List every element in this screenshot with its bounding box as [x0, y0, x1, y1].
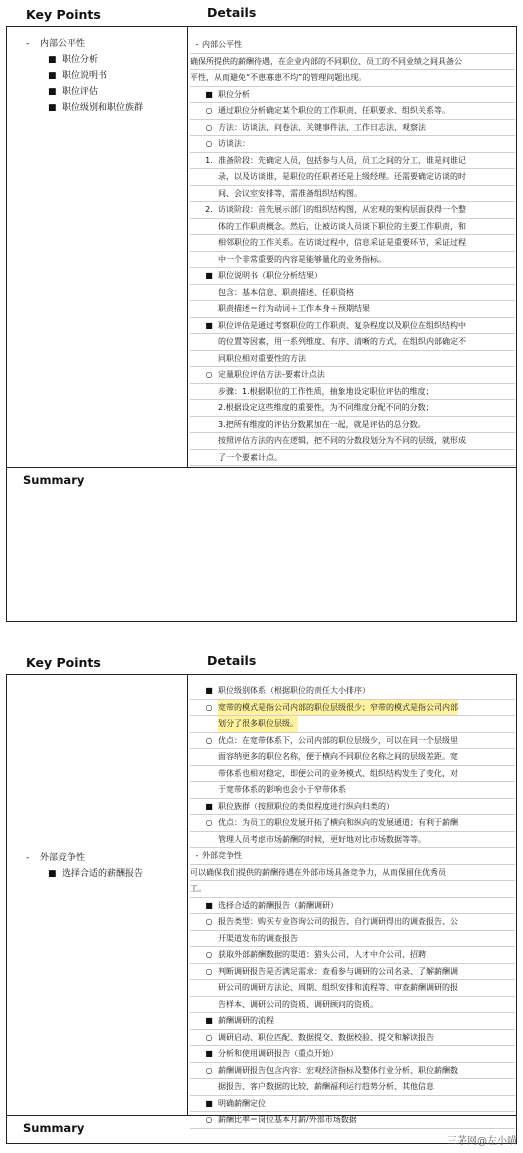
details-bullet: 2. [205, 205, 213, 214]
details-bullet: ○ [205, 122, 213, 132]
key-point-text: 职位说明书 [62, 71, 108, 81]
details-text: 管理人员考虑市场薪酬的时候，更好地对比市场数据等等。 [218, 834, 426, 844]
details-line [190, 384, 515, 401]
details-line [190, 202, 515, 219]
details-line [190, 898, 515, 915]
details-line [190, 252, 515, 269]
details-line [190, 914, 515, 931]
details-bullet: - [195, 851, 199, 860]
details-line [190, 219, 515, 236]
details-text: 获取外部薪酬数据的渠道：猎头公司、人才中介公司、招聘 [218, 950, 426, 959]
key-point-text: 内部公平性 [40, 39, 86, 49]
details-line [190, 1013, 515, 1030]
details-line [190, 334, 515, 351]
details-line [190, 153, 515, 170]
key-point-bullet: ■ [48, 869, 57, 879]
details-line [190, 865, 515, 882]
details-text: 职位评估是通过考察职位的工作职责、复杂程度以及职位在组织结构中 [218, 320, 466, 330]
details-line [190, 947, 515, 964]
details-bullet: ■ [205, 801, 213, 811]
details-text: 间、会议室安排等，需准备组织结构图。 [218, 188, 362, 198]
key-point-text: 职位评估 [62, 87, 99, 97]
key-point-text: 职位分析 [62, 55, 99, 65]
details-text: 分析和使用调研报告（重点开始） [218, 1049, 338, 1058]
details-text: 内部公平性 [202, 40, 242, 49]
details-bullet: ○ [205, 106, 213, 115]
details-line [190, 367, 515, 384]
details-line [190, 848, 515, 865]
key-point-bullet: ■ [48, 71, 57, 81]
details-line [190, 235, 515, 252]
details-line [190, 301, 515, 318]
details-text: 开渠道发布的调查报告 [218, 933, 298, 943]
details-bullet: ○ [205, 818, 213, 827]
details-text: 方法：访谈法、问卷法、关键事件法、工作日志法、观察法 [218, 122, 426, 132]
details-bullet: ■ [205, 271, 213, 280]
details-line [190, 799, 515, 816]
details-bullet: ■ [205, 89, 213, 99]
details-text: 通过职位分析确定某个职位的工作职责、任职要求、组织关系等。 [218, 106, 450, 115]
details-text: 按照评估方法的内在逻辑，把不同的分数段划分为不同的层级，就形成 [218, 436, 466, 445]
details-line [190, 136, 515, 153]
key-point-item [48, 100, 143, 116]
page2-column-divider [187, 675, 188, 1115]
details-text: 薪酬比率＝岗位基本月薪/外部市场数据 [218, 1115, 357, 1124]
details-text: 告样本、调研公司的资质、调研顾问的资质。 [218, 999, 378, 1009]
details-line [190, 285, 515, 302]
details-text: 调研启动、职位匹配、数据提交、数据校验、提交和解读报告 [218, 1032, 434, 1042]
details-line [190, 1079, 515, 1096]
details-text: 的位置等因素，用一系列维度、有序、清晰的方式，在组织内部确定不 [218, 337, 466, 346]
details-text: 体的工作职责概念。然后，让被访谈人员谈下职位的主要工作职责，和 [218, 221, 466, 231]
details-text: 2.根据设定这些维度的重要性，为不同维度分配不同的分数； [218, 403, 434, 412]
key-point-item [48, 866, 143, 882]
details-line [190, 766, 515, 783]
details-text: 了一个要素计点。 [218, 452, 282, 462]
details-line [190, 683, 515, 700]
key-point-bullet: ■ [48, 55, 57, 65]
details-bullet: - [195, 40, 199, 49]
key-point-item [48, 68, 107, 84]
details-line [190, 70, 515, 87]
details-text: 相邻职位的工作关系。在访谈过程中，信息采证是重要环节，采证过程 [218, 238, 466, 247]
page2-key-points-header: Key Points [26, 655, 101, 670]
page2-details-header: Details [207, 653, 257, 668]
page2-details-list [190, 683, 515, 1129]
key-point-item [48, 52, 98, 68]
details-text: 步骤：1.根据职位的工作性质，抽象地设定职位评估的维度； [218, 386, 434, 396]
details-line [190, 1030, 515, 1047]
details-text: 录，以及访谈谁，是职位的任职者还是上级经理。还需要确定访谈的时 [218, 172, 466, 181]
details-text: 于宽带体系的影响也会小于窄带体系 [218, 785, 346, 794]
details-text: 明确薪酬定位 [218, 1098, 266, 1108]
details-text: 职位分析 [218, 89, 250, 99]
details-line [190, 997, 515, 1014]
details-line [190, 120, 515, 137]
details-text: 选择合适的薪酬报告（薪酬调研） [218, 900, 338, 910]
details-bullet: ○ [205, 702, 213, 712]
details-line [190, 318, 515, 335]
details-text: 3.把所有维度的评估分数累加在一起，就是评估的总分数。 [218, 419, 426, 429]
details-line [190, 700, 515, 717]
details-line [190, 268, 515, 285]
details-bullet: ■ [205, 1098, 213, 1108]
page1-details-header: Details [207, 5, 257, 20]
page1-details-list [190, 37, 515, 466]
details-line [190, 54, 515, 71]
key-point-bullet: ■ [48, 103, 57, 113]
details-bullet: ○ [205, 917, 213, 926]
details-text: 访谈阶段：首先展示部门的组织结构图，从宏观的架构层面获得一个整 [218, 205, 466, 214]
details-bullet: ○ [205, 139, 213, 148]
key-point-bullet: - [26, 39, 30, 49]
details-line [190, 980, 515, 997]
details-bullet: ○ [205, 1032, 213, 1042]
key-point-item [26, 850, 85, 866]
details-text: 宽带的模式是指公司内部的职位层级很少；窄带的模式是指公司内部 [218, 700, 458, 716]
page1-summary-divider [7, 467, 516, 468]
details-text: 薪酬调研报告包含内容：宏观经济指标及整体行业分析、职位薪酬数 [218, 1065, 458, 1075]
page2-summary-label: Summary [23, 1121, 85, 1135]
details-text: 职位族群（按照职位的类似程度进行纵向归类的） [218, 801, 394, 811]
details-text: 外部竞争性 [202, 851, 242, 860]
key-point-bullet: - [26, 853, 30, 863]
details-line [190, 1063, 515, 1080]
details-text: 职责描述＝行为动词＋工作本身＋预期结果 [218, 304, 370, 313]
details-text: 定量职位评估方法-要素计点法 [218, 370, 325, 379]
details-line [190, 351, 515, 368]
details-bullet: ■ [205, 900, 213, 910]
details-line [190, 749, 515, 766]
page1-summary-label: Summary [23, 473, 85, 487]
page-separator [0, 628, 523, 648]
details-text: 准备阶段：先确定人员，包括参与人员，员工之间的分工，谁是问谁记 [218, 155, 466, 165]
key-point-text: 外部竞争性 [40, 853, 86, 863]
details-line [190, 1046, 515, 1063]
details-text: 优点：为员工的职位发展开拓了横向和纵向的发展通道；有利于薪酬 [218, 818, 458, 827]
details-line [190, 417, 515, 434]
details-bullet: ○ [205, 735, 213, 745]
details-bullet: ■ [205, 1016, 213, 1025]
details-text: 研公司的调研方法论、周期、组织安排和流程等、审查薪酬调研的报 [218, 983, 458, 992]
details-bullet: ○ [205, 370, 213, 379]
details-text: 同职位相对重要性的方法 [218, 353, 306, 363]
details-line [190, 782, 515, 799]
page1-key-points-header: Key Points [26, 7, 101, 22]
details-text: 薪酬调研的流程 [218, 1016, 274, 1025]
details-text: 平性，从而避免“不患寡患不均”的管理问题出现。 [190, 73, 367, 82]
details-line [190, 815, 515, 832]
details-line [190, 400, 515, 417]
details-line [190, 931, 515, 948]
details-line [190, 1096, 515, 1113]
details-bullet: ■ [205, 1049, 213, 1058]
details-line [190, 1112, 515, 1129]
details-text: 中一个非常重要的内容是能够量化的业务指标。 [218, 254, 386, 264]
details-text: 职位级别体系（根据职位的责任大小排序） [218, 686, 370, 695]
details-line [190, 716, 515, 733]
details-text: 包含：基本信息、职责描述、任职资格 [218, 287, 354, 297]
details-bullet: ■ [205, 320, 213, 330]
details-line [190, 450, 515, 467]
details-text: 面容纳更多的职位名称，便于横向不同职位名称之间的层级差距。宽 [218, 752, 458, 761]
details-bullet: ○ [205, 966, 213, 976]
details-bullet: ○ [205, 1065, 213, 1075]
details-text: 访谈法： [218, 139, 250, 148]
details-text: 工。 [190, 884, 206, 893]
page1-column-divider [187, 27, 188, 467]
details-bullet: 1. [205, 155, 213, 165]
details-line [190, 37, 515, 54]
watermark: 三茅网@左小喵 [447, 1136, 517, 1147]
details-text: 优点：在宽带体系下，公司内部的职位层级少，可以在同一个层级里 [218, 735, 458, 745]
details-text: 确保所提供的薪酬待遇，在企业内部的不同职位、员工的不同业绩之间具备公 [190, 56, 462, 66]
details-text: 报告类型：购买专业咨询公司的报告、自行调研得出的调查报告、公 [218, 917, 458, 926]
details-line [190, 87, 515, 104]
details-text: 划分了很多职位层级。 [218, 716, 298, 732]
key-point-text: 职位级别和职位族群 [62, 103, 144, 113]
key-point-text: 选择合适的薪酬报告 [62, 869, 144, 879]
key-point-item [48, 84, 98, 100]
details-bullet: ○ [205, 1115, 213, 1124]
details-text: 带体系也相对稳定，即便公司的业务模式、组织结构发生了变化，对 [218, 768, 458, 778]
details-line [190, 433, 515, 450]
details-text: 判断调研报告是否满足需求：查看参与调研的公司名录、了解薪酬调 [218, 966, 458, 976]
details-line [190, 733, 515, 750]
details-line [190, 964, 515, 981]
key-point-bullet: ■ [48, 87, 57, 97]
details-line [190, 103, 515, 120]
key-point-item [26, 36, 85, 52]
details-line [190, 186, 515, 203]
details-text: 职位说明书（职位分析结果） [218, 271, 322, 280]
details-bullet: ■ [205, 686, 213, 695]
details-bullet: ○ [205, 950, 213, 959]
details-line [190, 169, 515, 186]
details-line [190, 832, 515, 849]
details-text: 可以确保我们提供的薪酬待遇在外部市场具备竞争力，从而保留住优秀员 [190, 867, 446, 877]
details-text: 据报告、客户数据的比较、薪酬福利运行趋势分析、其他信息 [218, 1082, 434, 1091]
details-line [190, 881, 515, 898]
